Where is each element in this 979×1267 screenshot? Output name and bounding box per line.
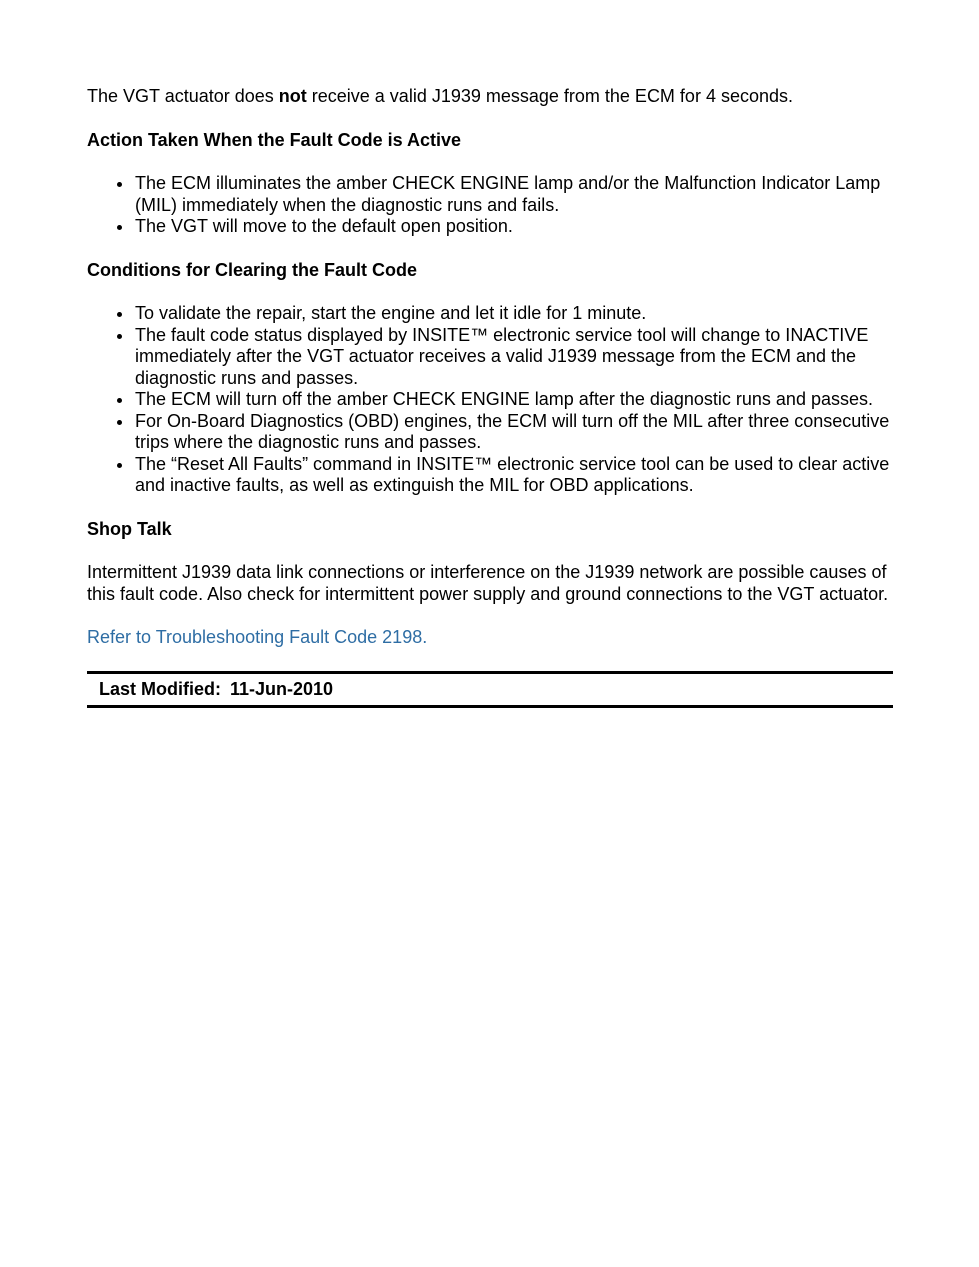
- list-item: The ECM illuminates the amber CHECK ENGINE lamp and/or the Malfunction Indicator Lamp (MIL) immediately when the diagnostic runs and fails.: [135, 173, 893, 216]
- intro-text-after: receive a valid J1939 message from the ECM for 4 seconds.: [306, 86, 793, 106]
- list-item: The “Reset All Faults” command in INSITE™ electronic service tool can be used to clear active and inactive faults, as well as extinguish the MIL for OBD applications.: [135, 454, 893, 497]
- troubleshooting-link[interactable]: Refer to Troubleshooting Fault Code 2198.: [87, 627, 428, 647]
- clearing-heading: Conditions for Clearing the Fault Code: [87, 259, 417, 280]
- last-modified-date: 11-Jun-2010: [230, 678, 334, 699]
- shop-talk-heading: Shop Talk: [87, 518, 172, 539]
- list-item: For On-Board Diagnostics (OBD) engines, the ECM will turn off the MIL after three consecutive trips where the diagnostic runs and passes.: [135, 411, 893, 454]
- list-item: The ECM will turn off the amber CHECK ENGINE lamp after the diagnostic runs and passes.: [135, 389, 893, 411]
- last-modified-label: Last Modified:: [99, 678, 221, 699]
- list-item: To validate the repair, start the engine and let it idle for 1 minute.: [135, 303, 893, 325]
- last-modified-bar: [87, 671, 893, 708]
- intro-emphasis: not: [278, 86, 307, 106]
- clearing-list: [87, 303, 893, 497]
- action-list: [87, 173, 893, 238]
- document-page: [87, 86, 893, 708]
- intro-text-before: The VGT actuator does: [87, 86, 279, 106]
- action-heading: Action Taken When the Fault Code is Active: [87, 129, 462, 150]
- shop-talk-paragraph: Intermittent J1939 data link connections or interference on the J1939 network are possible causes of this fault code. Also check for intermittent power supply and ground connections to the VGT actuator.: [87, 562, 889, 604]
- intro-paragraph: [87, 86, 893, 108]
- list-item: The fault code status displayed by INSITE™ electronic service tool will change to INACTIVE immediately after the VGT actuator receives a valid J1939 message from the ECM and the diagnostic runs and passes.: [135, 325, 893, 390]
- list-item: The VGT will move to the default open position.: [135, 216, 893, 238]
